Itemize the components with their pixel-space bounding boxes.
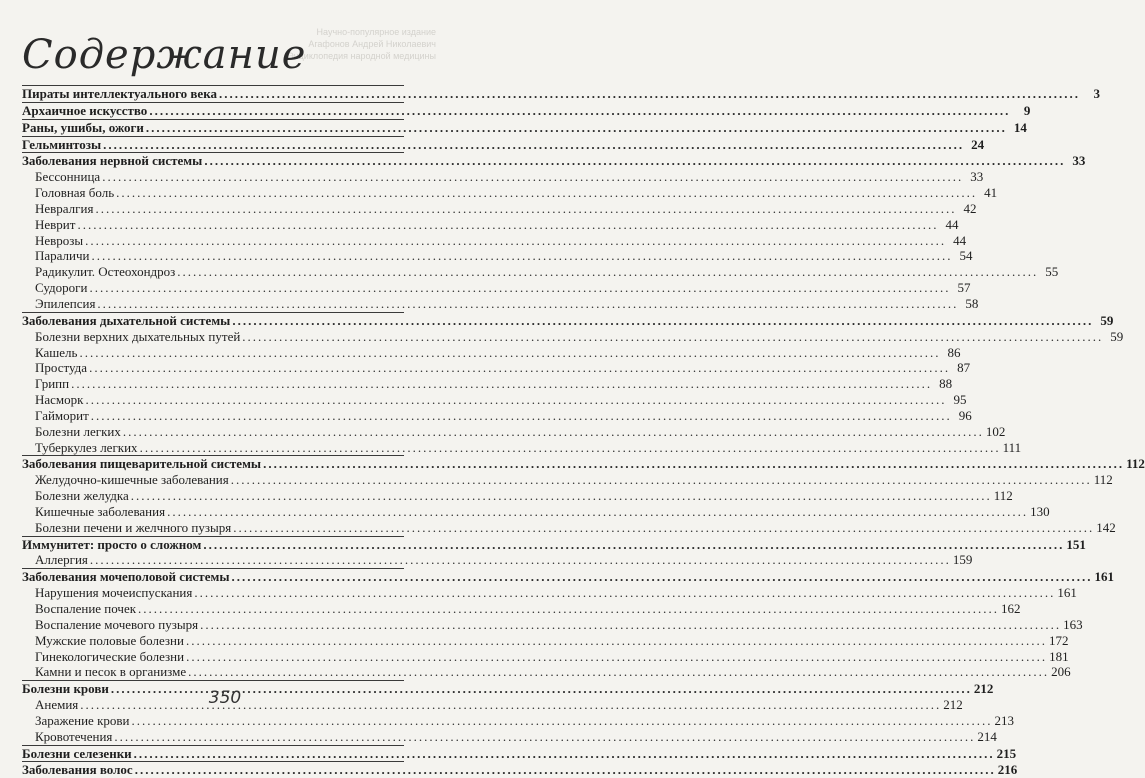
dot-leader	[89, 360, 950, 376]
toc-subsection-row	[22, 344, 961, 361]
toc-entry-page: 14	[1013, 119, 1027, 135]
toc-entry-page: 42	[963, 200, 977, 216]
toc-entry-label: Камни и песок в организме	[35, 664, 187, 680]
toc-section-row	[22, 136, 985, 153]
toc-entry-label: Кашель	[35, 344, 78, 360]
toc-entry-page: 44	[953, 232, 967, 248]
toc-entry-label: Заболевания пищеварительной системы	[22, 456, 262, 472]
toc-entry-label: Гайморит	[35, 407, 89, 423]
toc-entry-page: 112	[993, 488, 1013, 504]
dot-leader	[131, 488, 992, 504]
toc-entry-label: Простуда	[35, 360, 88, 376]
ghost-line: Энциклопедия народной медицины	[287, 51, 436, 61]
dot-leader	[231, 472, 1092, 488]
toc-entry-page: 55	[1045, 264, 1059, 280]
toc-entry-page: 102	[985, 423, 1006, 439]
dot-leader	[89, 280, 950, 296]
toc-entry-label: Болезни селезенки	[22, 745, 132, 761]
toc-entry-label: Заболевания дыхательной системы	[22, 312, 231, 328]
toc-entry-label: Иммунитет: просто о сложном	[22, 536, 202, 552]
dot-leader	[167, 504, 1028, 520]
toc-entry-label: Желудочно-кишечные заболевания	[35, 472, 229, 488]
toc-entry-page: 96	[958, 407, 972, 423]
toc-section-row	[22, 102, 1031, 119]
dot-leader	[97, 296, 958, 312]
toc-subsection-row	[22, 616, 1083, 633]
toc-subsection-row	[22, 632, 1069, 649]
toc-entry-label: Туберкулез легких	[35, 439, 138, 455]
toc-subsection-row	[22, 648, 1069, 665]
toc-subsection-row	[22, 407, 972, 424]
dot-leader	[219, 86, 1080, 102]
dot-leader	[123, 424, 984, 440]
dot-leader	[231, 569, 1092, 585]
toc-entry-label: Грипп	[35, 376, 70, 392]
toc-entry-page: 111	[1002, 439, 1022, 455]
toc-subsection-row	[22, 264, 1059, 280]
toc-subsection-row	[22, 439, 1022, 456]
dot-leader	[77, 217, 938, 233]
dot-leader	[186, 633, 1047, 649]
dot-leader	[135, 762, 996, 778]
toc-entry-page: 161	[1057, 585, 1077, 601]
toc-entry-label: Эпилепсия	[35, 295, 96, 311]
dot-leader	[85, 233, 946, 249]
dot-leader	[146, 120, 1007, 136]
toc-entry-label: Неврит	[35, 216, 76, 232]
toc-subsection-row	[22, 328, 1124, 345]
toc-subsection-row	[22, 216, 959, 233]
toc-subsection-row	[22, 664, 1071, 680]
toc-entry-page: 159	[952, 552, 973, 568]
dot-leader	[233, 520, 1094, 536]
toc-entry-page: 24	[971, 136, 985, 152]
dot-leader	[204, 153, 1065, 169]
toc-subsection-row	[22, 248, 973, 264]
toc-entry-label: Болезни желудка	[35, 488, 129, 504]
toc-entry-page: 161	[1094, 569, 1114, 585]
dot-leader	[149, 103, 1010, 119]
toc-entry-page: 54	[959, 248, 973, 264]
toc-entry-label: Воспаление почек	[35, 601, 137, 616]
ghost-line: Научно-популярное издание	[316, 27, 436, 37]
dot-leader	[186, 649, 1047, 665]
toc-entry-label: Раны, ушибы, ожоги	[22, 119, 144, 135]
dot-leader	[114, 729, 975, 745]
toc-entry-label: Гинекологические болезни	[35, 648, 185, 664]
toc-entry-page: 87	[957, 360, 971, 376]
toc-entry-label: Аллергия	[35, 552, 88, 568]
toc-entry-page: 206	[1051, 664, 1071, 680]
toc-entry-page: 9	[1023, 102, 1031, 118]
toc-subsection-row	[22, 585, 1077, 601]
toc-entry-label: Заражение крови	[35, 712, 130, 728]
toc-entry-label: Заболевания волос	[22, 762, 133, 778]
toc-subsection-row	[22, 503, 1050, 520]
toc-subsection-row	[22, 488, 1013, 504]
toc-subsection-row	[22, 392, 967, 408]
toc-entry-label: Насморк	[35, 392, 84, 408]
toc-section-row	[22, 152, 1086, 169]
toc-entry-label: Нарушения мочеиспускания	[35, 585, 193, 601]
dot-leader	[85, 392, 946, 408]
toc-entry-page: 95	[953, 392, 967, 408]
toc-entry-label: Параличи	[35, 248, 90, 264]
toc-subsection-row	[22, 552, 973, 568]
dot-leader	[90, 552, 951, 568]
toc-entry-page: 112	[1126, 456, 1145, 472]
toc-entry-label: Мужские половые болезни	[35, 632, 184, 648]
toc-section-row	[22, 312, 1114, 329]
toc-entry-page: 215	[996, 745, 1017, 761]
toc-subsection-row	[22, 280, 971, 296]
toc-subsection-row	[22, 200, 977, 217]
dot-leader	[232, 313, 1093, 329]
toc-entry-label: Судороги	[35, 280, 88, 296]
toc-entry-page: 151	[1066, 536, 1086, 552]
toc-entry-label: Невралгия	[35, 200, 94, 216]
dot-leader	[188, 664, 1049, 680]
toc-subsection-row	[22, 376, 953, 392]
toc-entry-label: Бессонница	[35, 169, 101, 185]
toc-subsection-row	[22, 232, 967, 249]
toc-subsection-row	[22, 472, 1113, 488]
toc-entry-label: Воспаление мочевого пузыря	[35, 616, 199, 632]
toc-section-row	[22, 761, 1018, 778]
toc-entry-label: Архаичное искусство	[22, 102, 148, 118]
toc-subsection-row	[22, 169, 984, 185]
toc-entry-page: 212	[943, 697, 963, 713]
dot-leader	[79, 345, 940, 361]
toc-entry-label: Болезни печени и желчного пузыря	[35, 519, 232, 535]
toc-entry-label: Радикулит. Остеохондроз	[35, 264, 176, 280]
toc-entry-page: 33	[970, 169, 984, 185]
toc-entry-label: Болезни легких	[35, 423, 121, 439]
dot-leader	[71, 376, 932, 392]
toc-entry-page: 214	[977, 728, 997, 744]
toc-entry-page: 142	[1096, 519, 1116, 535]
toc-entry-page: 86	[947, 344, 961, 360]
toc-entry-label: Гельминтозы	[22, 136, 102, 152]
toc-entry-label: Неврозы	[35, 232, 84, 248]
toc-entry-label: Пираты интеллектуального века	[22, 86, 217, 101]
dot-leader	[91, 248, 952, 264]
toc-entry-page: 213	[994, 712, 1014, 728]
dot-leader	[131, 713, 992, 729]
toc-entry-page: 58	[965, 295, 979, 311]
toc-entry-page: 181	[1049, 648, 1069, 664]
toc-entry-page: 59	[1110, 328, 1124, 344]
toc-subsection-row	[22, 295, 979, 312]
toc-entry-page: 172	[1048, 632, 1069, 648]
dot-leader	[177, 264, 1038, 280]
toc-entry-page: 33	[1072, 153, 1086, 169]
dot-leader	[200, 617, 1061, 633]
toc-subsection-row	[22, 712, 1014, 729]
toc-entry-label: Болезни крови	[22, 681, 109, 697]
toc-section-row	[22, 745, 1017, 762]
toc-entry-page: 130	[1030, 503, 1050, 519]
toc-entry-label: Заболевания мочеполовой системы	[22, 569, 230, 585]
toc-entry-page: 3	[1093, 86, 1100, 101]
page-title: Содержание	[22, 32, 307, 78]
dot-leader	[203, 537, 1064, 553]
dot-leader	[95, 201, 956, 217]
table-of-contents	[22, 85, 1145, 778]
toc-subsection-row	[22, 601, 1021, 617]
dot-leader	[263, 456, 1124, 472]
dot-leader	[242, 329, 1103, 345]
toc-subsection-row	[22, 185, 998, 201]
toc-subsection-row	[22, 360, 971, 376]
toc-entry-page: 162	[1001, 601, 1021, 616]
toc-entry-label: Кишечные заболевания	[35, 503, 166, 519]
toc-entry-page: 44	[945, 216, 959, 232]
toc-section-row	[22, 536, 1086, 553]
toc-entry-label: Заболевания нервной системы	[22, 153, 203, 169]
toc-section-row	[22, 85, 1100, 102]
toc-entry-page: 112	[1093, 472, 1113, 488]
toc-section-row	[22, 119, 1027, 136]
toc-entry-page: 88	[939, 376, 953, 392]
toc-entry-page: 57	[957, 280, 971, 296]
toc-entry-label: Анемия	[35, 697, 79, 713]
toc-entry-page: 163	[1063, 616, 1083, 632]
dot-leader	[103, 137, 964, 153]
toc-subsection-row	[22, 519, 1116, 536]
toc-entry-page: 41	[984, 185, 998, 201]
toc-section-row	[22, 455, 1145, 472]
page-number: 350	[208, 688, 242, 708]
toc-entry-page: 59	[1100, 312, 1114, 328]
toc-section-row	[22, 568, 1114, 585]
toc-subsection-row	[22, 728, 997, 745]
dot-leader	[134, 746, 995, 762]
toc-entry-page: 212	[973, 681, 994, 697]
toc-entry-label: Болезни верхних дыхательных путей	[35, 328, 241, 344]
toc-entry-page: 216	[997, 762, 1018, 778]
dot-leader	[116, 185, 977, 201]
dot-leader	[194, 585, 1055, 601]
dot-leader	[102, 169, 963, 185]
dot-leader	[91, 408, 952, 424]
dot-leader	[138, 601, 999, 617]
ghost-line: Агафонов Андрей Николаевич	[308, 39, 436, 49]
toc-subsection-row	[22, 423, 1006, 440]
dot-leader	[140, 440, 1001, 456]
toc-entry-label: Головная боль	[35, 185, 115, 201]
toc-entry-label: Кровотечения	[35, 728, 113, 744]
